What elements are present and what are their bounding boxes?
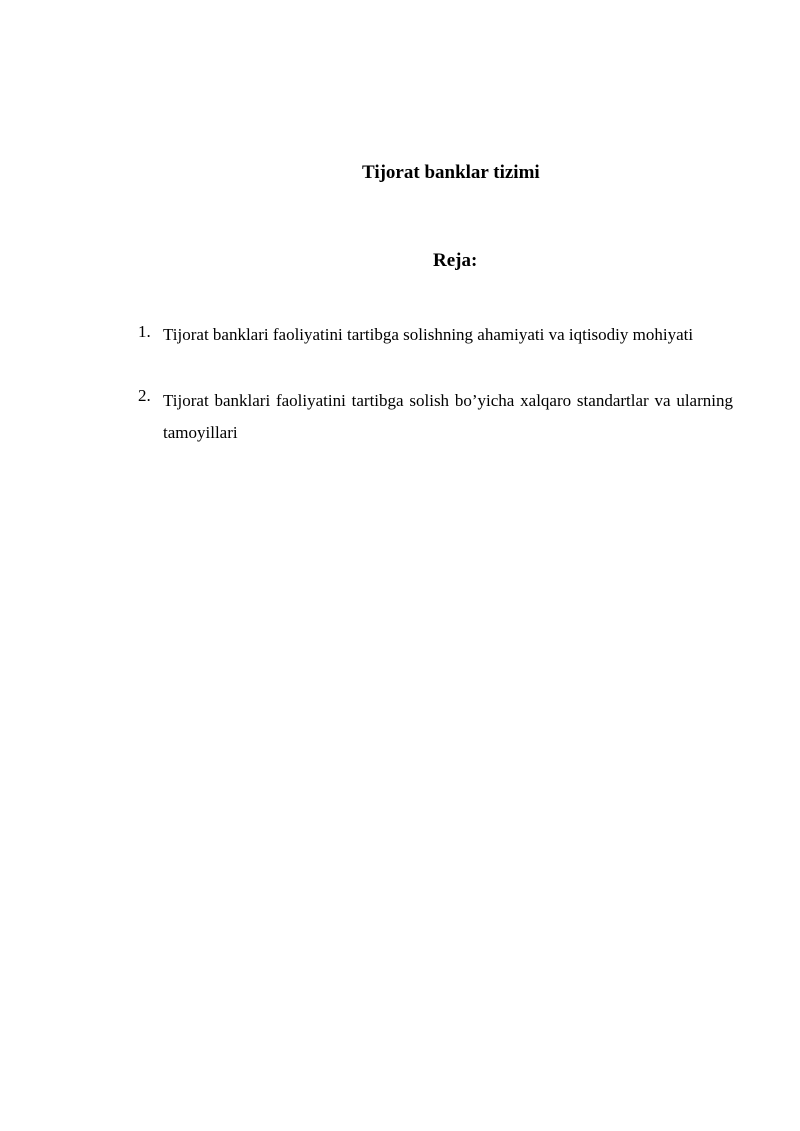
plan-item-2: [138, 385, 742, 449]
plan-item-text: Tijorat banklari faoliyatini tartibga solish bo’yicha xalqaro standartlar va ularning tamoyillari: [163, 391, 733, 442]
plan-item-number: 1.: [138, 322, 151, 341]
plan-item-1: [138, 322, 742, 347]
plan-item-number: 2.: [138, 386, 151, 405]
plan-item-text: Tijorat banklari faoliyatini tartibga solishning ahamiyati va iqtisodiy mohiyati: [163, 325, 694, 344]
document-title: Tijorat banklar tizimi: [362, 162, 540, 183]
plan-list: [138, 322, 742, 449]
plan-heading: Reja:: [433, 250, 478, 271]
